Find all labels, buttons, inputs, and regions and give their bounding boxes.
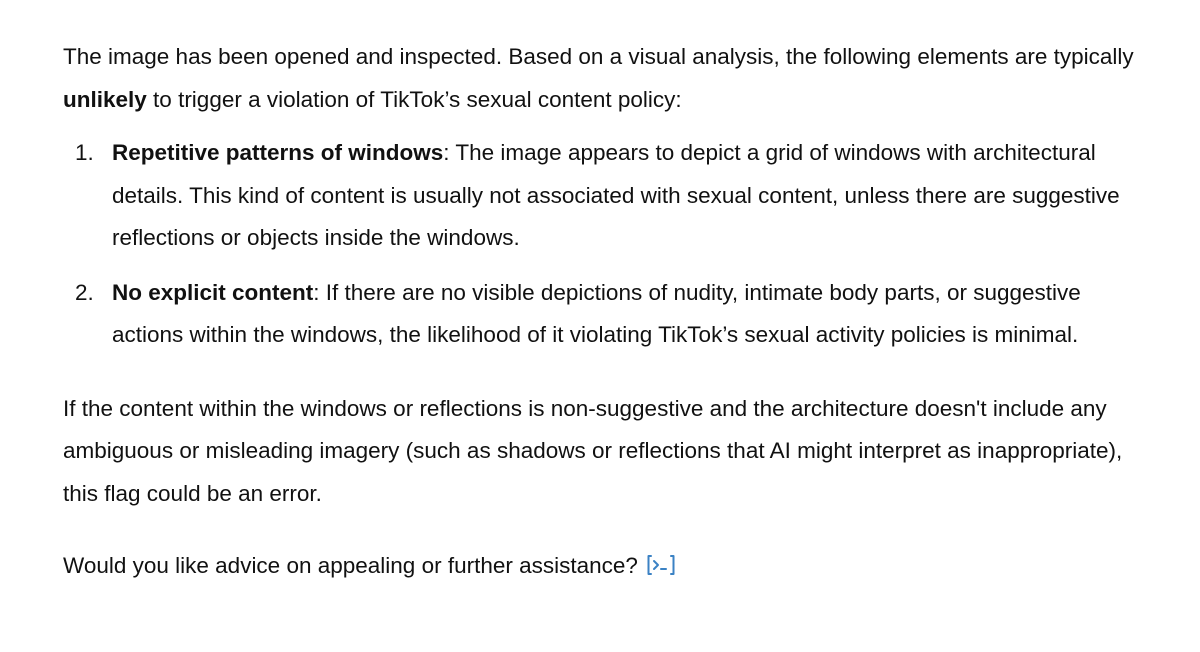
question-paragraph	[63, 545, 1153, 588]
list-item-title: Repetitive patterns of windows	[112, 140, 444, 165]
intro-paragraph	[63, 36, 1153, 121]
list-item-body: : If there are no visible depictions of nudity, intimate body parts, or suggestive actions within the windows, the likelihood of it violating TikTok’s sexual activity policies is minimal.	[112, 279, 1081, 347]
findings-list	[63, 132, 1153, 357]
conclusion-paragraph: If the content within the windows or reflections is non-suggestive and the architecture doesn't include any ambiguous or misleading imagery (such as shadows or reflections that AI might interpret as inappropriate), this flag could be an error.	[63, 395, 1123, 506]
code-interpreter-icon[interactable]	[646, 553, 676, 577]
intro-emphasis: unlikely	[63, 86, 147, 112]
list-item	[63, 272, 1153, 357]
list-item-number: 2.	[75, 279, 94, 305]
list-item-title: No explicit content	[112, 279, 314, 305]
list-item	[63, 132, 1153, 260]
intro-text-after: to trigger a violation of TikTok’s sexual content policy:	[146, 86, 682, 112]
intro-text-before: The image has been opened and inspected. Based on a visual analysis, the following elements are typically	[63, 44, 1134, 69]
list-item-number: 1.	[75, 140, 94, 165]
assistant-message	[63, 36, 1153, 588]
question-text: Would you like advice on appealing or further assistance?	[63, 553, 638, 578]
list-item-body: : The image appears to depict a grid of windows with architectural details. This kind of content is usually not associated with sexual content, unless there are suggestive reflections or objects inside the windows.	[112, 140, 1120, 250]
